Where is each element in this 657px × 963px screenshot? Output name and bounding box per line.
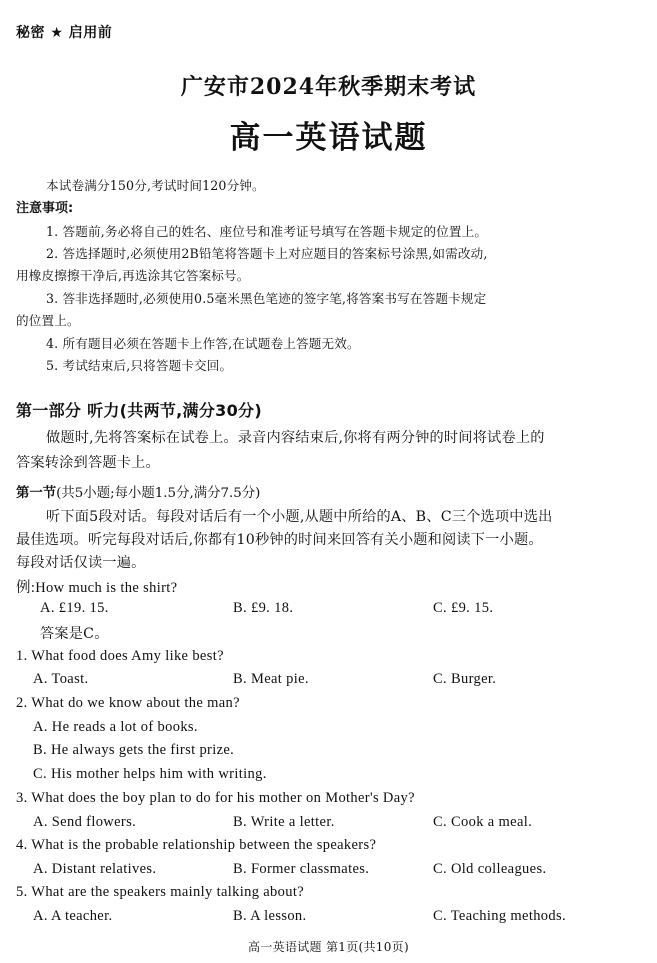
- example-option-b: B. £9. 18.: [233, 600, 294, 616]
- exam-title: 广安市2024年秋季期末考试: [180, 74, 477, 100]
- question-4-stem: 4. What is the probable relationship between the speakers?: [16, 837, 377, 853]
- question-1-option-b: B. Meat pie.: [233, 671, 309, 687]
- section-1-heading: [16, 482, 260, 501]
- example-question: 例:How much is the shirt?: [16, 580, 178, 596]
- section-1-label: 第一节: [16, 486, 57, 501]
- part-1-heading: 第一部分 听力(共两节,满分30分): [16, 401, 262, 420]
- notes-heading: 注意事项:: [16, 201, 74, 216]
- question-2-option-c: C. His mother helps him with writing.: [33, 766, 267, 782]
- question-2-option-b: B. He always gets the first prize.: [33, 742, 235, 758]
- exam-subject-title: 高一英语试题: [229, 120, 428, 156]
- note-2-line-1: 2. 答选择题时,必须使用2B铅笔将答题卡上对应题目的答案标号涂黑,如需改动,: [46, 246, 488, 261]
- question-2-stem: 2. What do we know about the man?: [16, 695, 240, 711]
- confidential-label: 秘密 ★ 启用前: [16, 25, 113, 41]
- question-3-option-a: A. Send flowers.: [33, 814, 137, 830]
- example-answer: 答案是C。: [40, 626, 109, 642]
- question-1-option-a: A. Toast.: [33, 671, 89, 687]
- question-1-stem: 1. What food does Amy like best?: [16, 648, 224, 664]
- section-1-instruction-line-2: 最佳选项。听完每段对话后,你都有10秒钟的时间来回答有关小题和阅读下一小题。: [16, 532, 543, 548]
- question-3-option-c: C. Cook a meal.: [433, 814, 533, 830]
- note-4: 4. 所有题目必须在答题卡上作答,在试题卷上答题无效。: [46, 336, 360, 351]
- question-5-option-c: C. Teaching methods.: [433, 908, 566, 924]
- section-1-instruction-line-1: 听下面5段对话。每段对话后有一个小题,从题中所给的A、B、C三个选项中选出: [46, 509, 553, 525]
- question-2-option-a: A. He reads a lot of books.: [33, 719, 198, 735]
- question-4-option-b: B. Former classmates.: [233, 861, 370, 877]
- example-option-a: A. £19. 15.: [40, 600, 109, 616]
- question-5-stem: 5. What are the speakers mainly talking about?: [16, 884, 305, 900]
- note-1: 1. 答题前,务必将自己的姓名、座位号和准考证号填写在答题卡规定的位置上。: [46, 224, 488, 239]
- question-4-option-a: A. Distant relatives.: [33, 861, 157, 877]
- question-5-option-b: B. A lesson.: [233, 908, 307, 924]
- part-1-instruction-line-2: 答案转涂到答题卡上。: [16, 455, 160, 471]
- section-1-instruction-line-3: 每段对话仅读一遍。: [16, 555, 146, 571]
- intro-text: 本试卷满分150分,考试时间120分钟。: [46, 178, 265, 193]
- note-2-line-2: 用橡皮擦擦干净后,再选涂其它答案标号。: [16, 268, 250, 283]
- example-option-c: C. £9. 15.: [433, 600, 494, 616]
- note-5: 5. 考试结束后,只将答题卡交回。: [46, 358, 233, 373]
- note-3-line-1: 3. 答非选择题时,必须使用0.5毫米黑色笔迹的签字笔,将答案书写在答题卡规定: [46, 291, 487, 306]
- question-3-stem: 3. What does the boy plan to do for his mother on Mother's Day?: [16, 790, 415, 806]
- note-3-line-2: 的位置上。: [16, 313, 80, 328]
- part-1-instruction-line-1: 做题时,先将答案标在试卷上。录音内容结束后,你将有两分钟的时间将试卷上的: [46, 430, 545, 446]
- question-5-option-a: A. A teacher.: [33, 908, 113, 924]
- question-3-option-b: B. Write a letter.: [233, 814, 335, 830]
- question-4-option-c: C. Old colleagues.: [433, 861, 547, 877]
- page-footer: 高一英语试题 第1页(共10页): [248, 940, 409, 954]
- question-1-option-c: C. Burger.: [433, 671, 497, 687]
- section-1-scoring: (共5小题;每小题1.5分,满分7.5分): [56, 486, 261, 501]
